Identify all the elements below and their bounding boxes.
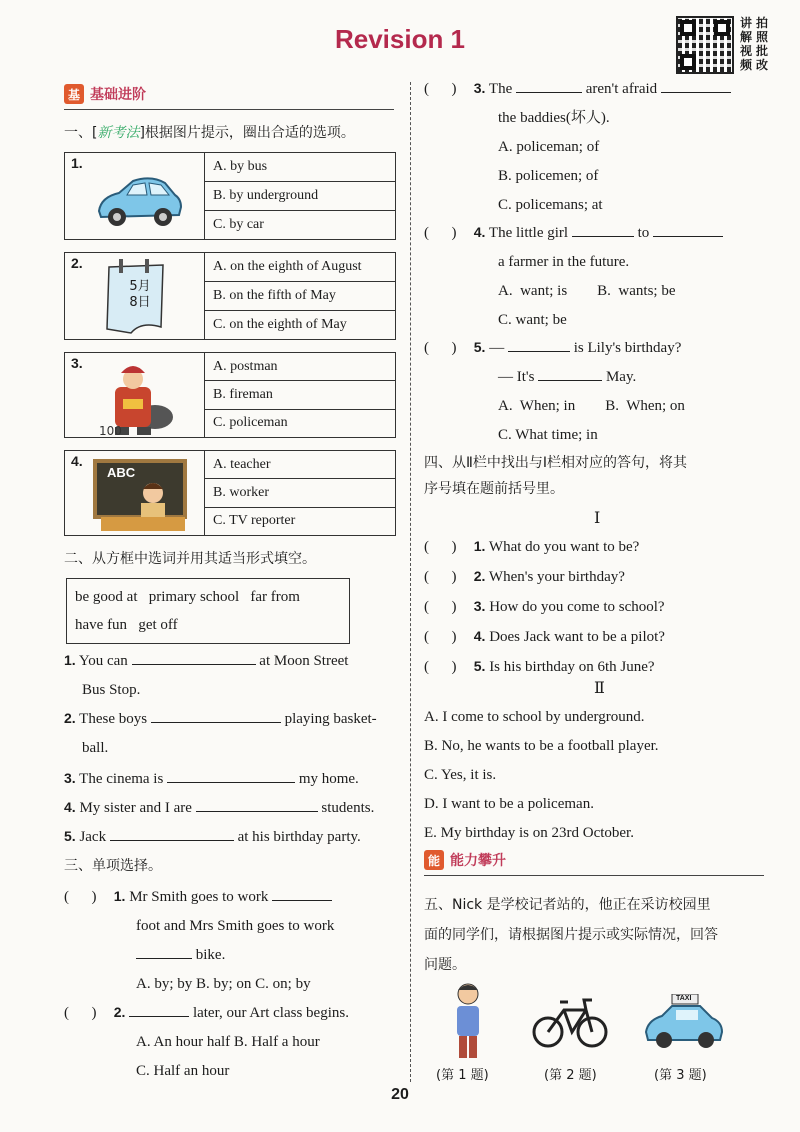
answer-blank[interactable] — [110, 825, 234, 841]
sentence-part: at his birthday party. — [237, 829, 361, 845]
option-b[interactable]: B. fireman — [205, 381, 395, 409]
answer-paren[interactable]: ( ) — [64, 1005, 97, 1021]
answer-option: E. My birthday is on 23rd October. — [424, 825, 634, 841]
answer-paren[interactable]: ( ) — [424, 569, 457, 585]
option-c[interactable]: C. on the eighth of May — [213, 317, 347, 332]
item-number: 4. — [64, 799, 76, 815]
item-number: 4. — [71, 453, 83, 469]
choice-option[interactable]: C. policemans; at — [498, 197, 603, 213]
sentence-part: aren't afraid — [585, 81, 658, 97]
q2-item-2 — [64, 704, 404, 763]
section-basic-header — [64, 84, 394, 110]
postman-image — [93, 359, 177, 437]
option-c[interactable]: C. policeman — [213, 415, 288, 431]
choice-options[interactable]: A. by; by B. by; on C. on; by — [136, 976, 311, 992]
word-option: get off — [138, 617, 178, 633]
q4-column-ii — [424, 703, 774, 848]
new-exam-tag: 新考法 — [97, 125, 140, 141]
q4-item: ( ) 2. When's your birthday? — [424, 562, 774, 592]
picture-caption: (第 1 题) — [436, 1068, 489, 1083]
qr-char: 拍 — [756, 16, 769, 30]
answer-blank[interactable] — [653, 221, 723, 237]
answer-paren[interactable]: ( ) — [424, 659, 457, 675]
choice-option[interactable]: C. want; be — [498, 312, 567, 328]
choice-option[interactable]: C. What time; in — [498, 427, 598, 443]
answer-paren[interactable]: ( ) — [424, 340, 457, 356]
q3-item-3 — [424, 74, 774, 220]
sentence-part: is Lily's birthday? — [573, 340, 682, 356]
sentence-part: You can — [78, 653, 128, 669]
taxi-image — [642, 994, 726, 1052]
sentence-part: Jack — [79, 829, 107, 845]
answer-blank[interactable] — [151, 707, 281, 723]
bicycle-image — [532, 992, 608, 1052]
q3-instruction: 三、单项选择。 — [64, 858, 162, 874]
sentence-part: My sister and I are — [79, 800, 192, 816]
section-badge-icon: 能 — [424, 850, 444, 870]
answer-blank[interactable] — [572, 221, 634, 237]
blackboard-text: ABC — [107, 465, 136, 480]
boy-image — [448, 980, 488, 1062]
answer-blank[interactable] — [508, 336, 570, 352]
sentence-part: at Moon Street — [259, 653, 349, 669]
answer-blank[interactable] — [136, 943, 192, 959]
option-c[interactable]: C. TV reporter — [213, 513, 296, 529]
answer-paren[interactable]: ( ) — [424, 539, 457, 555]
item-number: 2. — [71, 255, 83, 271]
q1-prefix: 一、[ — [64, 125, 98, 141]
section-advanced-header — [424, 850, 764, 876]
sentence-part: Bus Stop. — [82, 682, 141, 698]
instruction-line: 五、Nick 是学校记者站的，他正在采访校园里 — [424, 897, 711, 913]
taxi-sign: TAXI — [676, 995, 692, 1002]
q1-item-4 — [64, 450, 396, 536]
sentence-part: ball. — [82, 740, 109, 756]
answer-blank[interactable] — [538, 365, 602, 381]
item-number: 1. — [113, 888, 126, 904]
choice-options[interactable]: C. Half an hour — [136, 1063, 230, 1079]
option-b[interactable]: B. worker — [205, 479, 395, 507]
instruction-line: 序号填在题前括号里。 — [424, 481, 564, 497]
choice-option[interactable]: B. policemen; of — [498, 168, 599, 184]
q1-item-2 — [64, 252, 396, 340]
q2-item-3 — [64, 764, 404, 794]
sentence-part: The cinema is — [79, 771, 164, 787]
column-ii-label: Ⅱ — [594, 680, 605, 697]
item-number: 4. — [473, 224, 486, 240]
word-option: have fun — [75, 617, 128, 633]
item-number: 5. — [64, 828, 76, 844]
item-number: 3. — [64, 770, 76, 786]
answer-blank[interactable] — [167, 767, 295, 783]
instruction-line: 问题。 — [424, 957, 466, 973]
qr-caption — [740, 16, 774, 72]
sentence-part: my home. — [298, 771, 359, 787]
sentence-part: to — [637, 225, 650, 241]
q1-suffix: ]根据图片提示，圈出合适的选项。 — [139, 125, 355, 141]
sentence-part: The — [488, 81, 513, 97]
answer-option: A. I come to school by underground. — [424, 709, 645, 725]
answer-blank[interactable] — [196, 796, 318, 812]
choice-options[interactable]: A. An hour half B. Half a hour — [136, 1034, 320, 1050]
picture-caption: (第 3 题) — [654, 1068, 707, 1083]
option-b[interactable]: B. by underground — [205, 182, 395, 211]
q2-item-1 — [64, 646, 404, 705]
choice-options[interactable]: A. When; in B. When; on — [498, 398, 685, 414]
q3-item-4 — [424, 218, 774, 335]
sentence-part: playing basket- — [284, 711, 377, 727]
item-number: 1. — [71, 155, 83, 171]
q4-item: ( ) 5. Is his birthday on 6th June? — [424, 652, 774, 682]
item-number: 2. — [113, 1004, 126, 1020]
word-option: primary school — [148, 589, 240, 605]
sentence-part: a farmer in the future. — [498, 254, 630, 270]
answer-blank[interactable] — [129, 1001, 189, 1017]
car-image — [93, 171, 183, 231]
word-option: far from — [250, 589, 300, 605]
answer-paren[interactable]: ( ) — [424, 225, 457, 241]
choice-options[interactable]: A. want; is B. wants; be — [498, 283, 676, 299]
word-box — [66, 578, 350, 644]
qr-char: 讲 — [740, 16, 753, 30]
qr-code[interactable] — [676, 16, 734, 74]
q1-item-1 — [64, 152, 396, 240]
answer-blank[interactable] — [132, 649, 256, 665]
sentence-part: Mr Smith goes to work — [129, 889, 269, 905]
sentence-part: The little girl — [488, 225, 569, 241]
qr-char: 批 — [756, 44, 769, 58]
instruction-line: 四、从Ⅱ栏中找出与Ⅰ栏相对应的答句，将其 — [424, 455, 688, 471]
sentence-part: the baddies(坏人). — [498, 110, 610, 126]
answer-option: C. Yes, it is. — [424, 767, 497, 783]
calendar-day: 8日 — [129, 295, 151, 310]
item-number: 2. — [64, 710, 76, 726]
sentence-part: foot and Mrs Smith goes to work — [136, 918, 335, 934]
sentence-part: bike. — [195, 947, 226, 963]
qr-char: 频 — [740, 58, 753, 72]
sentence-part: — It's — [498, 369, 535, 385]
answer-paren[interactable]: ( ) — [424, 599, 457, 615]
q3-item-2 — [64, 998, 404, 1086]
instruction-line: 面的同学们，请根据图片提示或实际情况，回答 — [424, 927, 718, 943]
q4-item: ( ) 4. Does Jack want to be a pilot? — [424, 622, 774, 652]
q4-column-i — [424, 532, 774, 682]
column-i-label: Ⅰ — [594, 510, 601, 527]
svg-text:100: 100 — [99, 424, 122, 437]
item-number: 5. — [473, 339, 486, 355]
q3-item-5 — [424, 333, 774, 450]
teacher-image — [91, 459, 191, 535]
option-a[interactable]: A. by bus — [205, 153, 395, 182]
choice-option[interactable]: A. policeman; of — [498, 139, 600, 155]
q2-instruction: 二、从方框中选词并用其适当形式填空。 — [64, 551, 316, 567]
answer-blank[interactable] — [516, 77, 582, 93]
answer-option: D. I want to be a policeman. — [424, 796, 594, 812]
qr-char: 改 — [756, 58, 769, 72]
word-row-1 — [75, 583, 341, 611]
q4-item: ( ) 3. How do you come to school? — [424, 592, 774, 622]
qr-char: 视 — [740, 44, 753, 58]
calendar-date — [125, 279, 155, 311]
calendar-month: 5月 — [129, 279, 151, 294]
q2-item-4 — [64, 793, 404, 823]
q3-item-1 — [64, 882, 404, 999]
answer-option: B. No, he wants to be a football player. — [424, 738, 659, 754]
section-badge-icon: 基 — [64, 84, 84, 104]
sentence-part: May. — [605, 369, 637, 385]
picture-caption: (第 2 题) — [544, 1068, 597, 1083]
q2-item-5 — [64, 822, 404, 852]
q4-instruction — [424, 450, 774, 502]
q1-instruction — [64, 122, 404, 142]
item-number: 3. — [473, 80, 486, 96]
q5-instruction — [424, 890, 774, 980]
q4-item: ( ) 1. What do you want to be? — [424, 532, 774, 562]
answer-blank[interactable] — [272, 885, 332, 901]
item-number: 1. — [64, 652, 76, 668]
option-a[interactable]: A. on the eighth of August — [205, 253, 395, 282]
answer-blank[interactable] — [661, 77, 731, 93]
section-title: 能力攀升 — [450, 853, 506, 869]
option-c[interactable]: C. by car — [213, 217, 264, 232]
option-a[interactable]: A. postman — [205, 353, 395, 381]
page-title: Revision 1 — [334, 24, 466, 54]
sentence-part: These boys — [79, 711, 148, 727]
word-row-2 — [75, 611, 341, 639]
answer-paren[interactable]: ( ) — [424, 629, 457, 645]
option-a[interactable]: A. teacher — [205, 451, 395, 479]
answer-paren[interactable]: ( ) — [64, 889, 97, 905]
column-divider — [410, 82, 411, 1082]
sentence-part: later, our Art class begins. — [192, 1005, 349, 1021]
qr-char: 照 — [756, 30, 769, 44]
word-option: be good at — [75, 589, 138, 605]
sentence-part: — — [489, 340, 505, 356]
option-b[interactable]: B. on the fifth of May — [205, 282, 395, 311]
page-number: 20 — [391, 1086, 409, 1103]
item-number: 3. — [71, 355, 83, 371]
qr-char: 解 — [740, 30, 753, 44]
section-title: 基础进阶 — [90, 87, 146, 103]
answer-paren[interactable]: ( ) — [424, 81, 457, 97]
sentence-part: students. — [321, 800, 375, 816]
q1-item-3 — [64, 352, 396, 438]
